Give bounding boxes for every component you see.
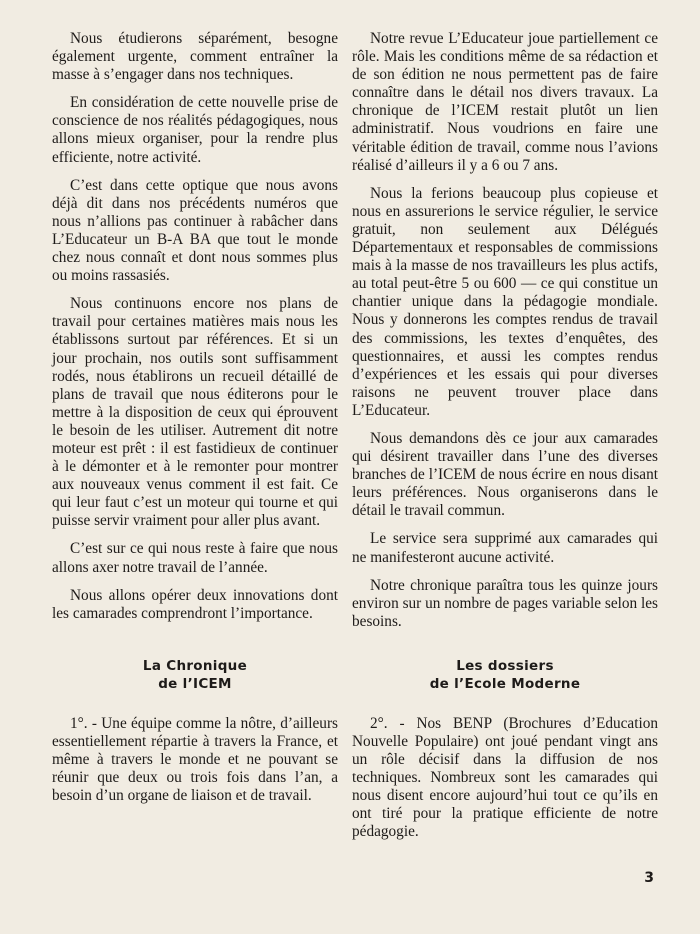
paragraph: Notre revue L’Educateur joue partiellement ce rôle. Mais les conditions même de sa rédaction et de son édition ne nous permettent pas de faire connaître dans le détail nos divers travaux. La chronique de l’ICEM restait plutôt un lien administratif. Nous voudrions en faire une véritable édition de travail, comme nous l’avions réalisé d’ailleurs il y a 6 ou 7 ans. — [352, 30, 658, 174]
paragraph: Nous la ferions beaucoup plus copieuse et nous en assurerions le service régulier, le service gratuit, non seulement aux Délégués Départementaux et responsables de commissions mais à la masse de nos travailleurs les plus actifs, au total peut-être 5 ou 600 — ce qui constitue un chantier unique dans la pédagogie mondiale. Nous y donnerons les comptes rendus de travail des commissions, les textes d’enquêtes, des questionnaires, et aussi les comptes rendus d’expériences et les essais qui pour diverses raisons ne peuvent trouver place dans L’Educateur. — [352, 184, 658, 419]
paragraph: C’est dans cette optique que nous avons déjà dit dans nos précédents numéros que nous n’allions pas continuer à rabâcher dans L’Educateur un B-A BA que tout le monde chez nous connaît et dont nous sommes plus ou moins rassasiés. — [52, 176, 338, 285]
heading-line: de l’Ecole Moderne — [429, 675, 581, 692]
paragraph: En considération de cette nouvelle prise de conscience de nos réalités pédagogiques, nous allons mieux organiser, pour la rendre plus efficiente, notre activité. — [52, 94, 338, 166]
left-column — [52, 30, 338, 815]
section-heading-chronique — [52, 657, 338, 693]
paragraph: C’est sur ce qui nous reste à faire que nous allons axer notre travail de l’année. — [52, 540, 338, 576]
page-number: 3 — [644, 870, 654, 886]
paragraph: Nous demandons dès ce jour aux camarades qui désirent travailler dans l’une des diverses branches de l’ICEM de nous écrire en nous disant leurs préférences. Nous organiserons dans le détail le travail commun. — [352, 429, 658, 520]
paragraph: Nous continuons encore nos plans de travail pour certaines matières mais nous les établissons surtout par références. Et si un jour prochain, nos outils sont suffisamment rodés, nous établirons un recueil détaillé de plans de travail que nous éditerons pour le mettre à la disposition de ceux qui éprouvent le besoin de les utiliser. Autrement dit notre moteur est prêt : il est fastidieux de continuer à le démonter et à le remonter pour montrer aux nouveaux venus comment il est fait. Ce qui leur faut c’est un moteur qui tourne et qui puisse servir vraiment pour aller plus avant. — [52, 295, 338, 530]
right-column — [352, 30, 658, 852]
heading-line: Les dossiers — [456, 657, 554, 674]
paragraph: 2°. - Nos BENP (Brochures d’Education Nouvelle Populaire) ont joué pendant vingt ans un rôle décisif dans la diffusion de nos techniques. Nombreux sont les camarades qui nous disent encore aujourd’hui tout ce qu’ils en ont tiré pour la pratique efficiente de notre pédagogie. — [352, 714, 658, 841]
paragraph: 1°. - Une équipe comme la nôtre, d’ailleurs essentiellement répartie à travers la France, et même à travers le monde et ne pouvant se réunir que deux ou trois fois dans l’an, a besoin d’un organe de liaison et de travail. — [52, 714, 338, 805]
heading-line: La Chronique — [142, 657, 248, 674]
paragraph: Notre chronique paraîtra tous les quinze jours environ sur un nombre de pages variable selon les besoins. — [352, 576, 658, 630]
paragraph: Nous allons opérer deux innovations dont les camarades comprendront l’importance. — [52, 586, 338, 622]
heading-line: de l’ICEM — [158, 675, 232, 692]
paragraph: Nous étudierons séparément, besogne également urgente, comment entraîner la masse à s’engager dans nos techniques. — [52, 30, 338, 84]
section-heading-dossiers — [352, 657, 658, 693]
paragraph: Le service sera supprimé aux camarades qui ne manifesteront aucune activité. — [352, 530, 658, 566]
